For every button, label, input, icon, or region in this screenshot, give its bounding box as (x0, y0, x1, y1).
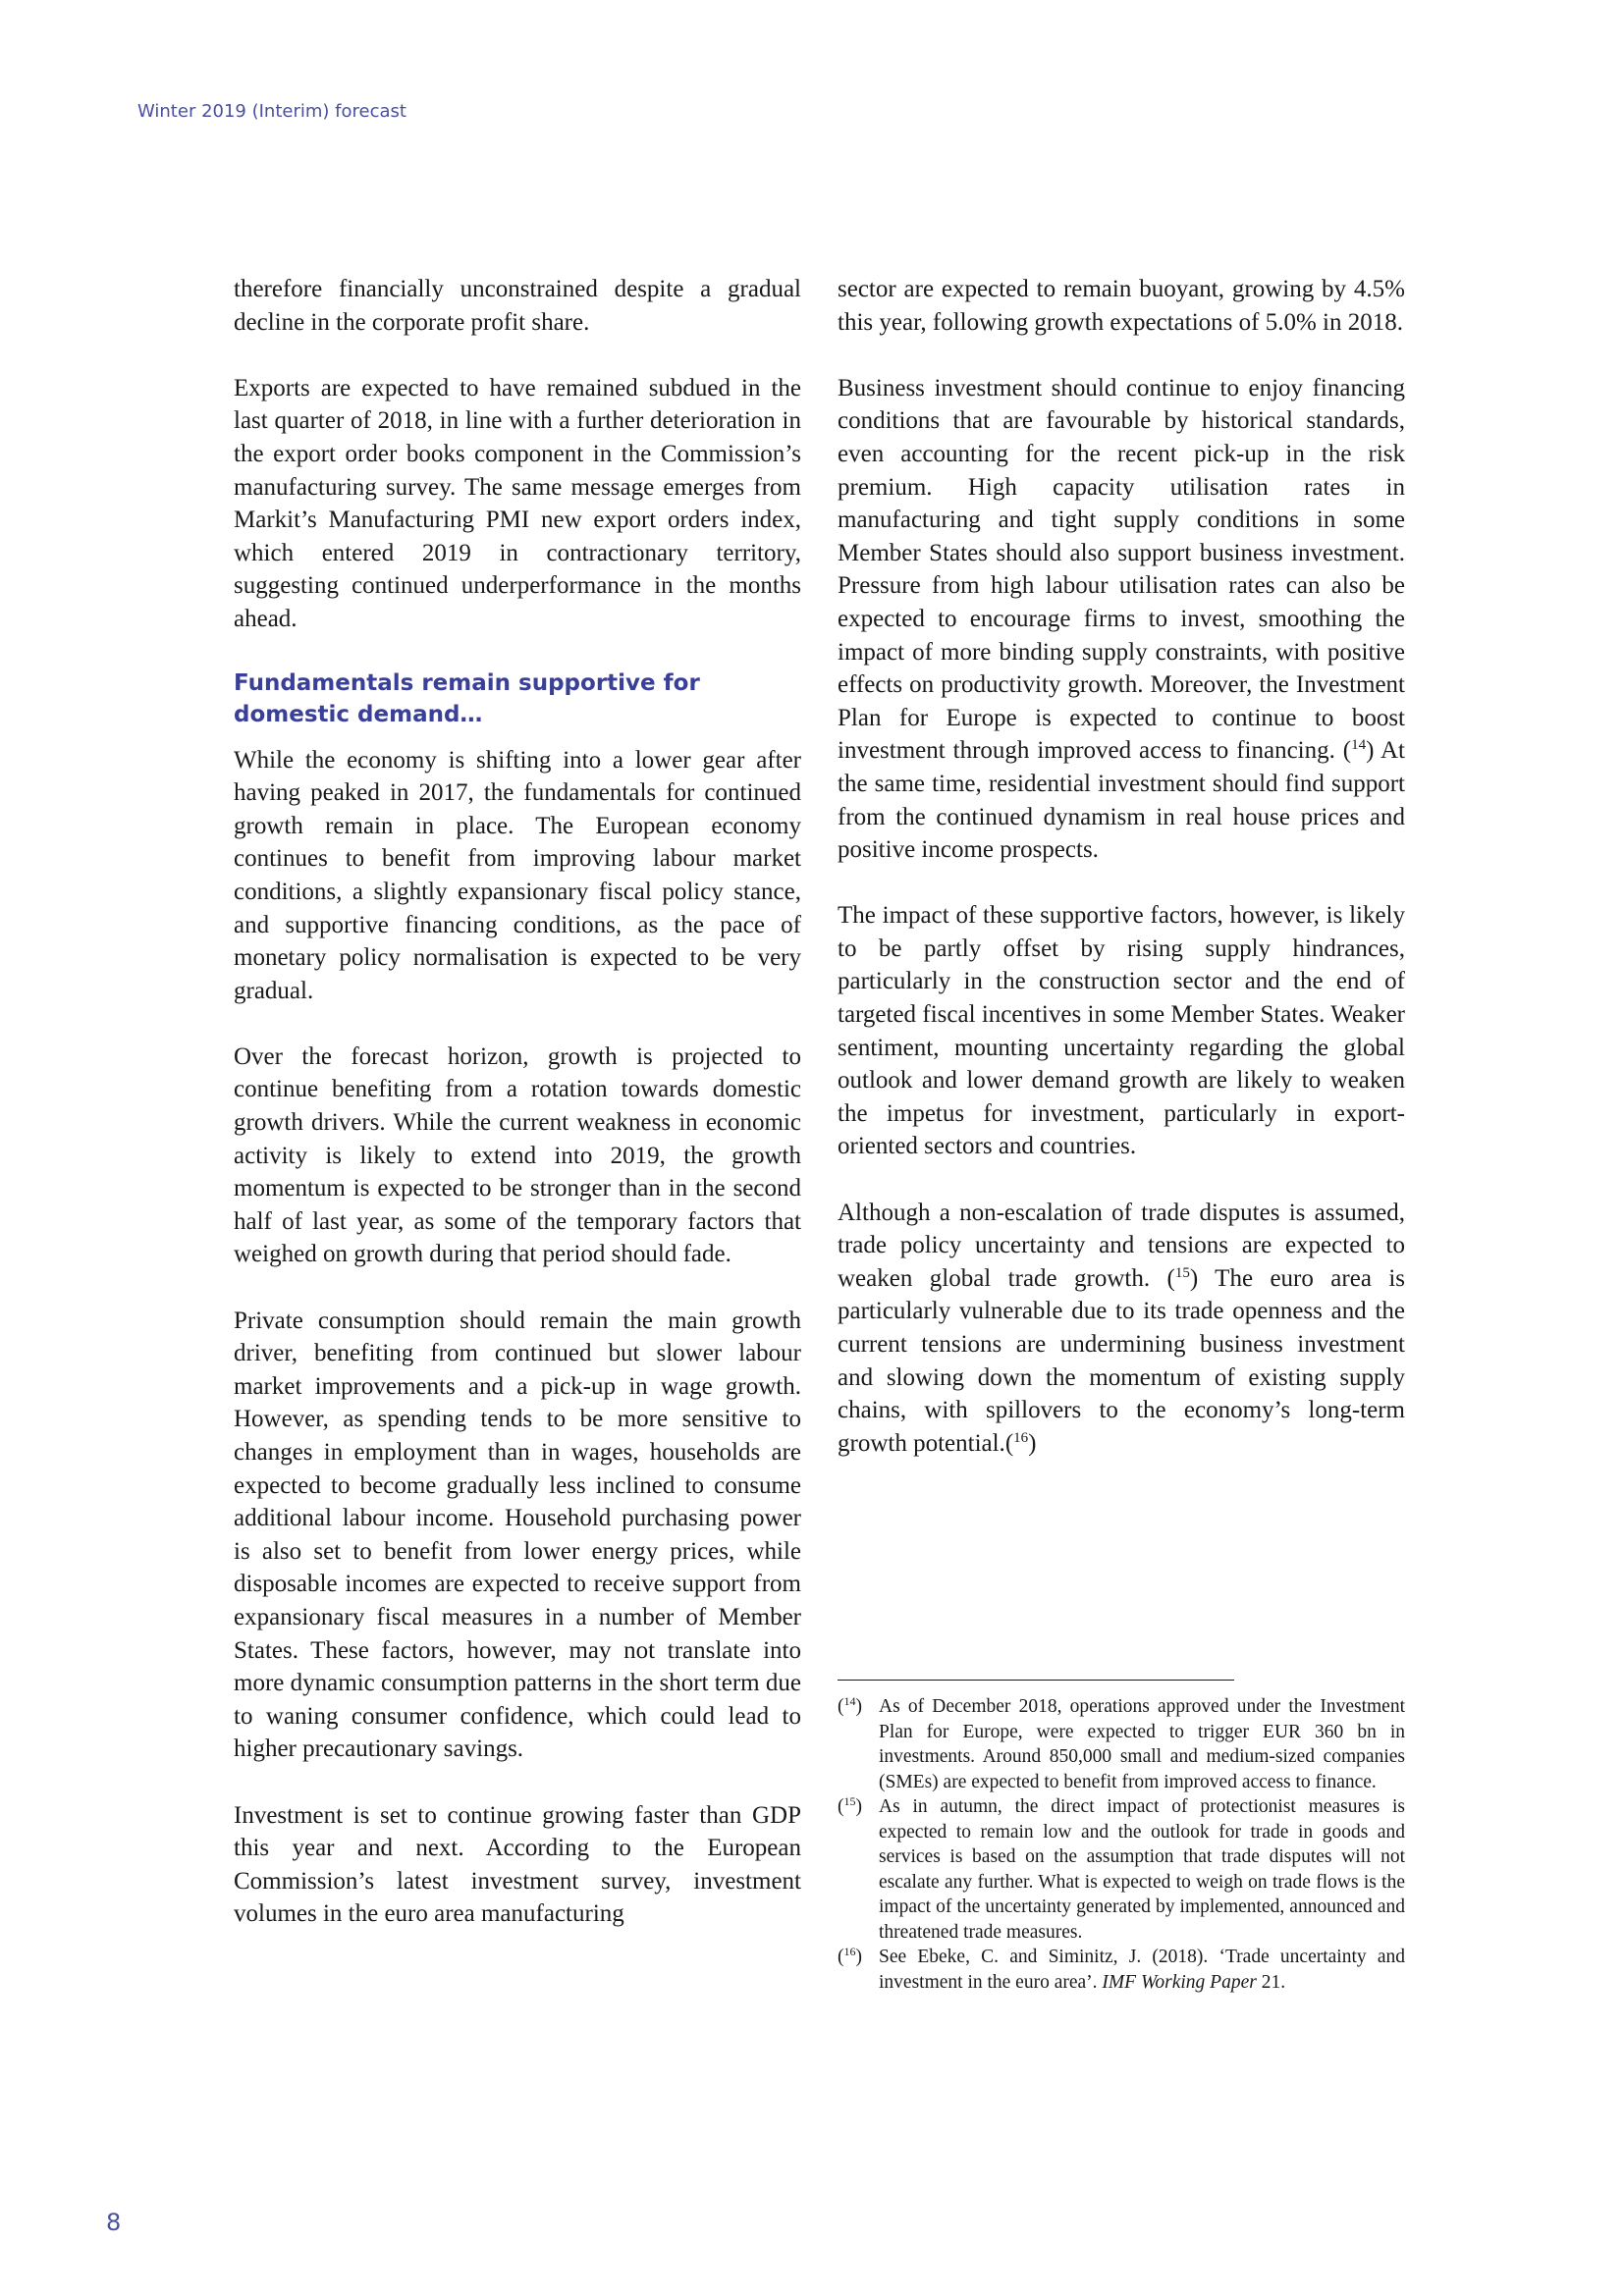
footnote-number: ($^{15}$) (838, 1794, 862, 1817)
paragraph-text: The euro area is particularly vulnerable due to its trade openness and the current tensions are undermining business investment and slowing down the momentum of existing supply chains, with spillovers to the economy’s long-term growth potential. (838, 1264, 1406, 1457)
paragraph-text: Business investment should continue to enjoy financing conditions that are favourable by historical standards, even accounting for the recent pick-up in the risk premium. High capacity utilisation rates in manufacturing and tight supply conditions in some Member States should also support business investment. Pressure from high labour utilisation rates can also be expected to encourage firms to invest, smoothing the impact of more binding supply constraints, with positive effects on productivity growth. Moreover, the Investment Plan for Europe is expected to continue to boost investment through improved access to financing. (838, 374, 1405, 765)
footnote (838, 1694, 1405, 1794)
footnote-number: ($^{14}$) (838, 1694, 862, 1717)
paragraph: While the economy is shifting into a lower gear after having peaked in 2017, the fundamentals for continued growth remain in place. The European economy continues to benefit from improving labour market conditions, a slightly expansionary fiscal policy stance, and supportive financing conditions, as the pace of monetary policy normalisation is expected to be very gradual. (234, 746, 801, 1004)
footnote-divider (838, 1680, 1234, 1681)
paragraph: The impact of these supportive factors, however, is likely to be partly offset by rising supply hindrances, particularly in the construction sector and the end of targeted fiscal incentives in some Member States. Weaker sentiment, mounting uncertainty regarding the global outlook and lower demand growth are likely to weaken the impetus for investment, particularly in export-oriented sectors and countries. (838, 902, 1405, 1160)
footnote (838, 1794, 1405, 1945)
footnotes (838, 1680, 1405, 1995)
footnote-ref[interactable]: 16 (1013, 1429, 1029, 1446)
paragraph: Although a non-escalation of trade disputes is assumed, trade policy uncertainty and tensions are expected to weaken global trade growth. ($^{15}$) The euro area is particularly vulnerable due to its trade openness and the current tensions are undermining business investment and slowing down the momentum of existing supply chains, with spillovers to the economy’s long-term growth potential.($^{16}$) (838, 1199, 1406, 1457)
footnote-text: As in autumn, the direct impact of protectionist measures is expected to remain low and the outlook for trade in goods and services is based on the assumption that trade disputes will not escalate any further. What is expected to weigh on trade flows is the impact of the uncertainty generated by implemented, announced and threatened trade measures. (879, 1796, 1405, 1943)
paragraph-text: At the same time, residential investment should find support from the continued dynamism in real house prices and positive income prospects. (838, 737, 1405, 864)
running-header: Winter 2019 (Interim) forecast (137, 101, 406, 122)
footnote-ref[interactable]: 14 (1351, 737, 1367, 754)
footnote (838, 1945, 1405, 1995)
section-heading: Fundamentals remain supportive for domestic demand… (234, 669, 700, 727)
footnote-number: ($^{16}$) (838, 1945, 862, 1967)
left-column (234, 273, 801, 1964)
footnote-text: As of December 2018, operations approved under the Investment Plan for Europe, were expected to trigger EUR 360 bn in investments. Around 850,000 small and medium-sized companies (SMEs) are expected to benefit from improved access to finance. (879, 1696, 1405, 1792)
footnote-ref[interactable]: 15 (1174, 1264, 1190, 1281)
paragraph: therefore financially unconstrained despite a gradual decline in the corporate profit share. (234, 276, 801, 336)
right-column (838, 273, 1405, 1493)
paragraph: sector are expected to remain buoyant, growing by 4.5% this year, following growth expectations of 5.0% in 2018. (838, 276, 1405, 336)
paragraph-text: Although a non-escalation of trade disputes is assumed, trade policy uncertainty and tensions are expected to weaken global trade growth. (838, 1199, 1405, 1292)
paragraph: Exports are expected to have remained subdued in the last quarter of 2018, in line with a further deterioration in the export order books component in the Commission’s manufacturing survey. The same message emerges from Markit’s Manufacturing PMI new export orders index, which entered 2019 in contractionary territory, suggesting continued underperformance in the months ahead. (234, 374, 801, 632)
page-number: 8 (106, 2209, 122, 2236)
paragraph: Investment is set to continue growing faster than GDP this year and next. According to the European Commission’s latest investment survey, investment volumes in the euro area manufacturing (234, 1801, 801, 1928)
journal-title: IMF Working Paper (1102, 1971, 1257, 1993)
paragraph: Business investment should continue to enjoy financing conditions that are favourable by historical standards, even accounting for the recent pick-up in the risk premium. High capacity utilisation rates in manufacturing and tight supply conditions in some Member States should also support business investment. Pressure from high labour utilisation rates can also be expected to encourage firms to invest, smoothing the impact of more binding supply constraints, with positive effects on productivity growth. Moreover, the Investment Plan for Europe is expected to continue to boost investment through improved access to financing. ($^{14}$) At the same time, residential investment should find support from the continued dynamism in real house prices and positive income prospects. (838, 374, 1405, 864)
paragraph: Private consumption should remain the main growth driver, benefiting from continued but slower labour market improvements and a pick-up in wage growth. However, as spending tends to be more sensitive to changes in employment than in wages, households are expected to become gradually less inclined to consume additional labour income. Household purchasing power is also set to benefit from lower energy prices, while disposable incomes are expected to receive support from expansionary fiscal measures in a number of Member States. These factors, however, may not translate into more dynamic consumption patterns in the short term due to waning consumer confidence, which could lead to higher precautionary savings. (234, 1307, 801, 1763)
paragraph: Over the forecast horizon, growth is projected to continue benefiting from a rotation towards domestic growth drivers. While the current weakness in economic activity is likely to extend into 2019, the growth momentum is expected to be stronger than in the second half of last year, as some of the temporary factors that weighed on growth during that period should fade. (234, 1042, 801, 1268)
footnote-text: See Ebeke, C. and Siminitz, J. (2018). ‘Trade uncertainty and investment in the euro area’. IMF Working Paper 21. (879, 1947, 1405, 1993)
